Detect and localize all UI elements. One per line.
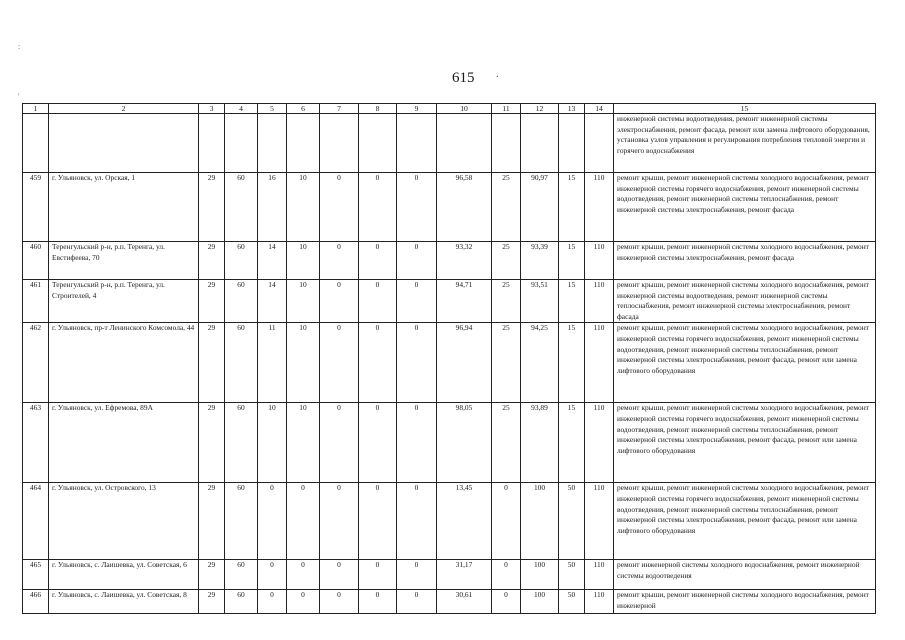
value-cell: 0: [320, 173, 359, 242]
value-cell: 0: [359, 590, 397, 614]
value-cell: 31,17: [437, 560, 492, 590]
value-cell: 93,89: [521, 403, 559, 483]
value-cell: 96,94: [437, 323, 492, 403]
value-cell: 0: [258, 483, 287, 560]
column-header: 6: [287, 104, 320, 114]
works-cell: ремонт крыши, ремонт инженерной системы холодного водоснабжения, ремонт инженерной: [614, 590, 876, 614]
value-cell: 60: [225, 590, 258, 614]
value-cell: [585, 114, 614, 173]
value-cell: 29: [199, 590, 225, 614]
row-number-cell: 462: [23, 323, 49, 403]
column-number-row: [23, 104, 876, 114]
value-cell: 0: [320, 323, 359, 403]
address-cell: г. Ульяновск, ул. Островского, 13: [49, 483, 199, 560]
value-cell: [359, 114, 397, 173]
value-cell: 110: [585, 590, 614, 614]
value-cell: 10: [287, 173, 320, 242]
value-cell: [559, 114, 585, 173]
value-cell: 60: [225, 173, 258, 242]
value-cell: 93,51: [521, 280, 559, 323]
value-cell: 100: [521, 590, 559, 614]
value-cell: 0: [397, 173, 437, 242]
address-cell: [49, 114, 199, 173]
value-cell: 90,97: [521, 173, 559, 242]
value-cell: 14: [258, 242, 287, 280]
value-cell: 0: [359, 403, 397, 483]
value-cell: 0: [359, 323, 397, 403]
value-cell: 0: [492, 590, 521, 614]
value-cell: 0: [359, 560, 397, 590]
column-header: 3: [199, 104, 225, 114]
value-cell: 25: [492, 403, 521, 483]
address-cell: г. Ульяновск, с. Лаишевка, ул. Советская, 8: [49, 590, 199, 614]
page-number: 615: [452, 70, 475, 86]
value-cell: 0: [320, 403, 359, 483]
value-cell: 0: [287, 590, 320, 614]
address-cell: г. Ульяновск, пр-т Ленинского Комсомола, 44: [49, 323, 199, 403]
table-row: [23, 280, 876, 323]
value-cell: 0: [492, 483, 521, 560]
value-cell: 0: [397, 483, 437, 560]
value-cell: 0: [258, 560, 287, 590]
value-cell: [437, 114, 492, 173]
address-cell: г. Ульяновск, ул. Орская, 1: [49, 173, 199, 242]
value-cell: [258, 114, 287, 173]
value-cell: 110: [585, 173, 614, 242]
value-cell: 10: [287, 323, 320, 403]
value-cell: 0: [320, 560, 359, 590]
table-row: [23, 242, 876, 280]
value-cell: [492, 114, 521, 173]
value-cell: 0: [397, 560, 437, 590]
value-cell: 100: [521, 560, 559, 590]
column-header: 9: [397, 104, 437, 114]
column-header: 14: [585, 104, 614, 114]
column-header: 1: [23, 104, 49, 114]
page-dot: .: [496, 68, 499, 80]
value-cell: 0: [320, 590, 359, 614]
value-cell: 15: [559, 280, 585, 323]
value-cell: 110: [585, 403, 614, 483]
value-cell: 29: [199, 560, 225, 590]
value-cell: 15: [559, 173, 585, 242]
value-cell: 0: [397, 323, 437, 403]
value-cell: 0: [287, 560, 320, 590]
value-cell: 60: [225, 323, 258, 403]
value-cell: 50: [559, 483, 585, 560]
value-cell: 0: [397, 590, 437, 614]
value-cell: 0: [397, 280, 437, 323]
value-cell: 10: [287, 403, 320, 483]
table-row: [23, 114, 876, 173]
value-cell: 60: [225, 483, 258, 560]
value-cell: 10: [287, 242, 320, 280]
column-header: 11: [492, 104, 521, 114]
column-header: 12: [521, 104, 559, 114]
value-cell: 25: [492, 280, 521, 323]
works-cell: ремонт крыши, ремонт инженерной системы холодного водоснабжения, ремонт инженерной системы горячего водоснабжения, ремонт инженерной системы водоотведения, ремонт инженерной системы теплоснабжения, ремонт инженерной системы электроснабжения, ремонт фасада, ремонт или замена лифтового оборудования: [614, 483, 876, 560]
value-cell: 100: [521, 483, 559, 560]
address-cell: Теренгульский р-н, р.п. Теренга, ул. Строителей, 4: [49, 280, 199, 323]
address-cell: г. Ульяновск, ул. Ефремова, 89А: [49, 403, 199, 483]
column-header: 8: [359, 104, 397, 114]
value-cell: 0: [359, 483, 397, 560]
table-row: [23, 323, 876, 403]
value-cell: 94,25: [521, 323, 559, 403]
value-cell: 0: [320, 483, 359, 560]
table-row: [23, 560, 876, 590]
value-cell: 94,71: [437, 280, 492, 323]
column-header: 10: [437, 104, 492, 114]
column-header: 4: [225, 104, 258, 114]
works-cell: инженерной системы водоотведения, ремонт инженерной системы электроснабжения, ремонт фасада, ремонт или замена лифтового оборудования, установка узлов управления и регулирования потребления тепловой энергии и горячего водоснабжения: [614, 114, 876, 173]
value-cell: [320, 114, 359, 173]
margin-mark: :: [18, 42, 21, 51]
row-number-cell: 461: [23, 280, 49, 323]
value-cell: 15: [559, 242, 585, 280]
address-cell: Теренгульский р-н, р.п. Теренга, ул. Евстифеева, 70: [49, 242, 199, 280]
margin-mark: ': [18, 92, 20, 101]
value-cell: 110: [585, 242, 614, 280]
value-cell: 96,58: [437, 173, 492, 242]
row-number-cell: [23, 114, 49, 173]
column-header: 5: [258, 104, 287, 114]
value-cell: 15: [559, 323, 585, 403]
works-cell: ремонт крыши, ремонт инженерной системы холодного водоснабжения, ремонт инженерной системы горячего водоснабжения, ремонт инженерной системы водоотведения, ремонт инженерной системы теплоснабжения, ремонт инженерной системы электроснабжения, ремонт фасада, ремонт или замена лифтового оборудования: [614, 323, 876, 403]
value-cell: 60: [225, 280, 258, 323]
value-cell: 13,45: [437, 483, 492, 560]
value-cell: 14: [258, 280, 287, 323]
column-header: 7: [320, 104, 359, 114]
value-cell: 29: [199, 483, 225, 560]
value-cell: 0: [287, 483, 320, 560]
value-cell: 0: [359, 173, 397, 242]
works-cell: ремонт крыши, ремонт инженерной системы холодного водоснабжения, ремонт инженерной системы электроснабжения, ремонт фасада: [614, 242, 876, 280]
works-cell: ремонт инженерной системы холодного водоснабжения, ремонт инженерной системы водоотведения: [614, 560, 876, 590]
value-cell: [287, 114, 320, 173]
row-number-cell: 459: [23, 173, 49, 242]
value-cell: 0: [320, 280, 359, 323]
row-number-cell: 463: [23, 403, 49, 483]
value-cell: 15: [559, 403, 585, 483]
value-cell: [225, 114, 258, 173]
value-cell: 10: [258, 403, 287, 483]
value-cell: 29: [199, 242, 225, 280]
row-number-cell: 460: [23, 242, 49, 280]
value-cell: 30,61: [437, 590, 492, 614]
value-cell: [397, 114, 437, 173]
value-cell: 0: [397, 242, 437, 280]
table-row: [23, 403, 876, 483]
value-cell: 0: [258, 590, 287, 614]
value-cell: 29: [199, 280, 225, 323]
works-cell: ремонт крыши, ремонт инженерной системы холодного водоснабжения, ремонт инженерной системы водоотведения, ремонт инженерной системы теплоснабжения, ремонт инженерной системы электроснабжения, ремонт фасада: [614, 280, 876, 323]
address-cell: г. Ульяновск, с. Лаишевка, ул. Советская, 6: [49, 560, 199, 590]
value-cell: 0: [320, 242, 359, 280]
value-cell: 29: [199, 173, 225, 242]
value-cell: 110: [585, 483, 614, 560]
value-cell: 93,32: [437, 242, 492, 280]
row-number-cell: 466: [23, 590, 49, 614]
table-row: [23, 173, 876, 242]
value-cell: 93,39: [521, 242, 559, 280]
value-cell: 110: [585, 280, 614, 323]
value-cell: 110: [585, 560, 614, 590]
value-cell: 98,05: [437, 403, 492, 483]
repair-schedule-table: [22, 103, 876, 614]
works-cell: ремонт крыши, ремонт инженерной системы холодного водоснабжения, ремонт инженерной системы горячего водоснабжения, ремонт инженерной системы водоотведения, ремонт инженерной системы теплоснабжения, ремонт инженерной системы электроснабжения, ремонт фасада: [614, 173, 876, 242]
value-cell: 0: [492, 560, 521, 590]
value-cell: 16: [258, 173, 287, 242]
value-cell: 0: [359, 280, 397, 323]
column-header: 15: [614, 104, 876, 114]
value-cell: 29: [199, 323, 225, 403]
table-row: [23, 483, 876, 560]
value-cell: [199, 114, 225, 173]
value-cell: 29: [199, 403, 225, 483]
row-number-cell: 465: [23, 560, 49, 590]
value-cell: 60: [225, 242, 258, 280]
value-cell: 11: [258, 323, 287, 403]
value-cell: 25: [492, 323, 521, 403]
value-cell: 0: [359, 242, 397, 280]
table-row: [23, 590, 876, 614]
works-cell: ремонт крыши, ремонт инженерной системы холодного водоснабжения, ремонт инженерной системы горячего водоснабжения, ремонт инженерной системы водоотведения, ремонт инженерной системы теплоснабжения, ремонт инженерной системы электроснабжения, ремонт фасада, ремонт или замена лифтового оборудования: [614, 403, 876, 483]
column-header: 13: [559, 104, 585, 114]
row-number-cell: 464: [23, 483, 49, 560]
value-cell: 10: [287, 280, 320, 323]
value-cell: [521, 114, 559, 173]
value-cell: 25: [492, 242, 521, 280]
value-cell: 60: [225, 560, 258, 590]
value-cell: 50: [559, 590, 585, 614]
value-cell: 110: [585, 323, 614, 403]
value-cell: 25: [492, 173, 521, 242]
value-cell: 50: [559, 560, 585, 590]
column-header: 2: [49, 104, 199, 114]
value-cell: 0: [397, 403, 437, 483]
value-cell: 60: [225, 403, 258, 483]
